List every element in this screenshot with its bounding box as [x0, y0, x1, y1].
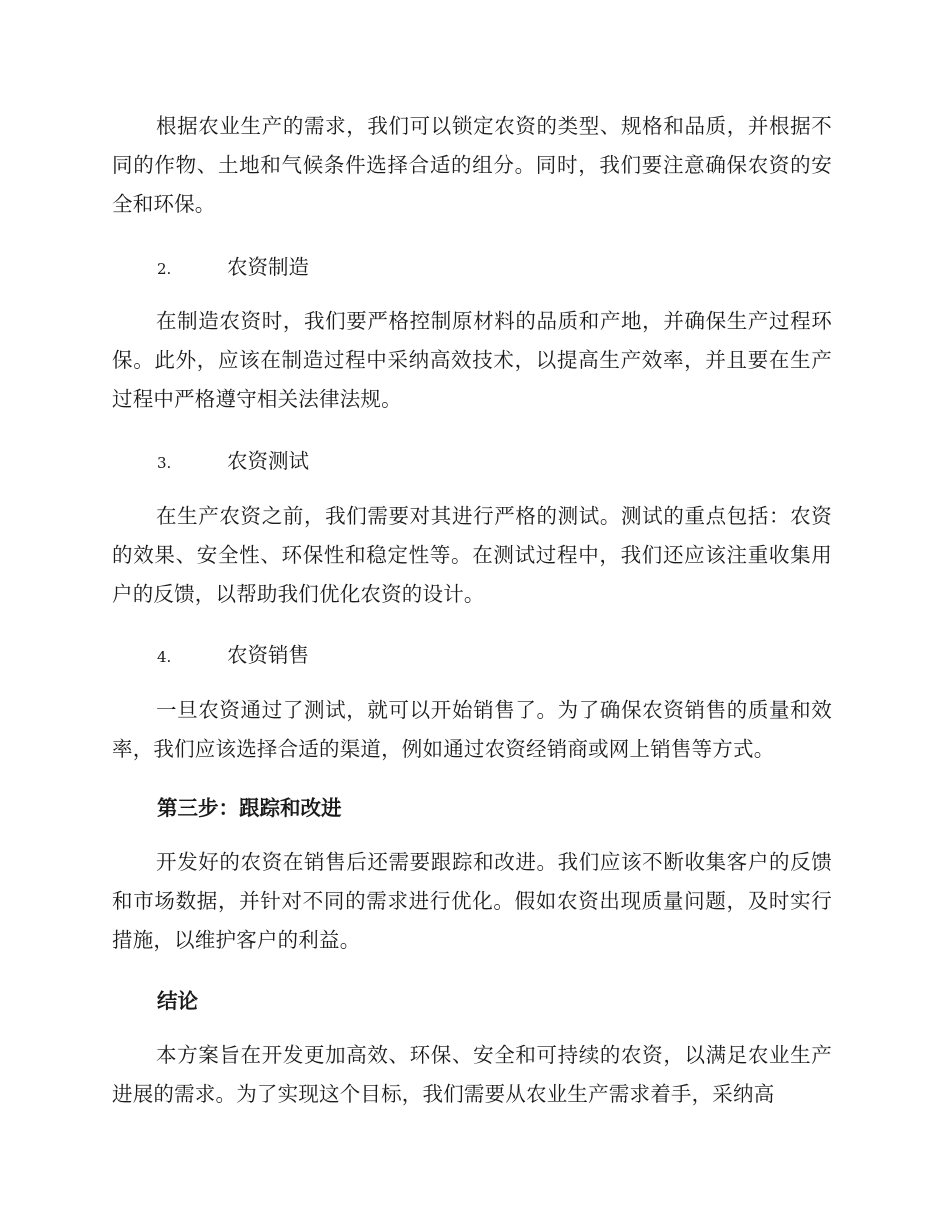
list-item-title: 农资销售 — [227, 643, 309, 667]
paragraph-testing: 在生产农资之前，我们需要对其进行严格的测试。测试的重点包括：农资的效果、安全性、环保性和稳定性等。在测试过程中，我们还应该注重收集用户的反馈，以帮助我们优化农资的设计。 — [112, 504, 832, 606]
paragraph-intro: 根据农业生产的需求，我们可以锁定农资的类型、规格和品质，并根据不同的作物、土地和气候条件选择合适的组分。同时，我们要注意确保农资的安全和环保。 — [112, 114, 832, 216]
paragraph-conclusion: 本方案旨在开发更加高效、环保、安全和可持续的农资，以满足农业生产进展的需求。为了实现这个目标，我们需要从农业生产需求着手，采纳高 — [112, 1043, 832, 1106]
list-item-title: 农资制造 — [227, 255, 309, 279]
list-item-3 — [157, 446, 309, 478]
paragraph-sales: 一旦农资通过了测试，就可以开始销售了。为了确保农资销售的质量和效率，我们应该选择合适的渠道，例如通过农资经销商或网上销售等方式。 — [112, 698, 832, 761]
list-number: 3. — [157, 454, 172, 472]
list-number: 2. — [157, 260, 172, 278]
section-heading-conclusion: 结论 — [157, 989, 198, 1013]
paragraph-tracking: 开发好的农资在销售后还需要跟踪和改进。我们应该不断收集客户的反馈和市场数据，并针对不同的需求进行优化。假如农资出现质量问题，及时实行措施，以维护客户的利益。 — [112, 850, 832, 952]
list-item-2 — [157, 252, 309, 284]
list-item-title: 农资测试 — [227, 449, 309, 473]
list-number: 4. — [157, 648, 172, 666]
paragraph-manufacturing: 在制造农资时，我们要严格控制原材料的品质和产地，并确保生产过程环保。此外，应该在制造过程中采纳高效技术，以提高生产效率，并且要在生产过程中严格遵守相关法律法规。 — [112, 309, 832, 411]
list-item-4 — [157, 640, 309, 672]
section-heading-step3: 第三步：跟踪和改进 — [157, 796, 342, 820]
